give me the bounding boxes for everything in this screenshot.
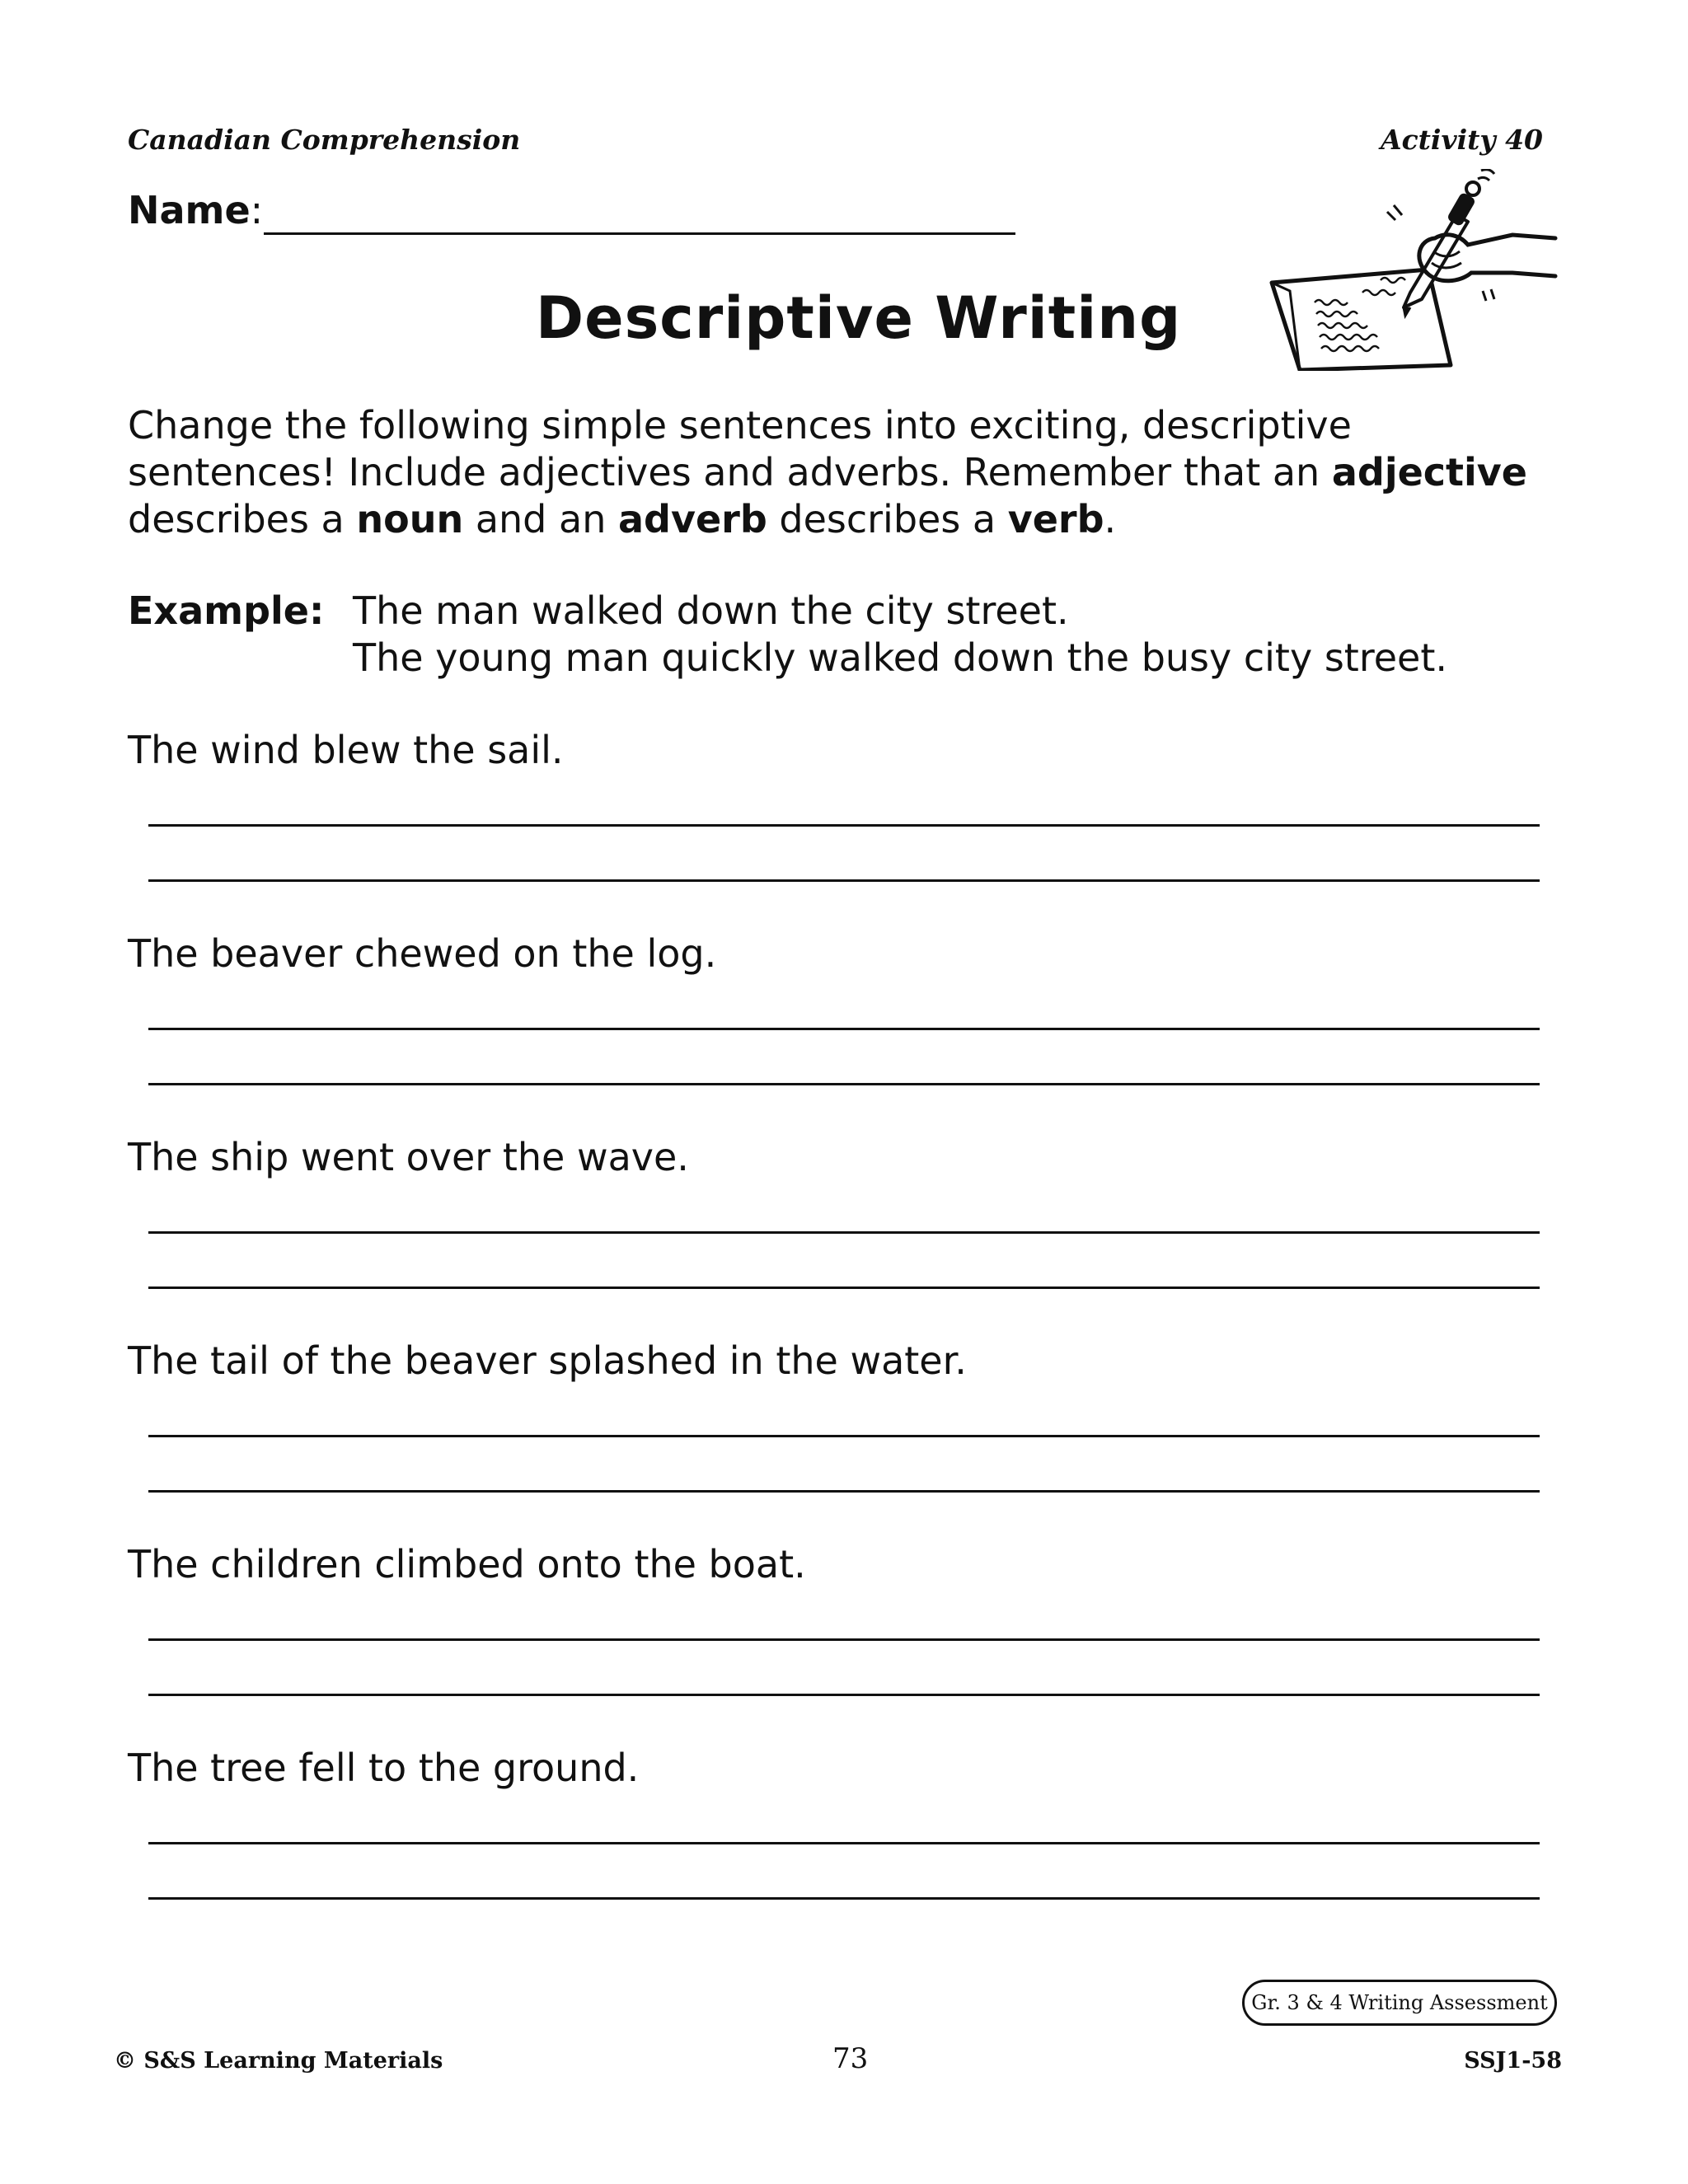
name-label: Name (128, 188, 251, 232)
name-colon: : (250, 188, 264, 232)
grade-badge: Gr. 3 & 4 Writing Assessment (1242, 1980, 1557, 2026)
answer-line-6b[interactable] (148, 1897, 1540, 1900)
prompt-sentence-3: The ship went over the wave. (128, 1135, 689, 1179)
page-number: 73 (832, 2042, 869, 2075)
instructions-text-4: describes a (767, 497, 1008, 541)
prompt-sentence-6: The tree fell to the ground. (128, 1746, 640, 1790)
hand-writing-on-paper-icon (1265, 169, 1558, 371)
copyright: © S&S Learning Materials (114, 2048, 443, 2074)
answer-line-5a[interactable] (148, 1638, 1540, 1641)
term-adverb: adverb (617, 497, 767, 541)
answer-line-3b[interactable] (148, 1286, 1540, 1289)
answer-line-2b[interactable] (148, 1083, 1540, 1085)
answer-line-2a[interactable] (148, 1028, 1540, 1030)
answer-line-6a[interactable] (148, 1842, 1540, 1844)
example-descriptive-sentence: The young man quickly walked down the busy city street. (353, 635, 1447, 680)
answer-line-4b[interactable] (148, 1490, 1540, 1493)
prompt-sentence-4: The tail of the beaver splashed in the water. (128, 1338, 967, 1383)
prompt-sentence-2: The beaver chewed on the log. (128, 931, 717, 976)
page-title: Descriptive Writing (536, 284, 1182, 352)
name-field-label (128, 188, 263, 232)
product-code: SSJ1-58 (1464, 2048, 1562, 2074)
prompt-sentence-1: The wind blew the sail. (128, 728, 564, 772)
activity-number: Activity 40 (1380, 124, 1543, 156)
example-simple-sentence: The man walked down the city street. (353, 588, 1069, 633)
answer-line-5b[interactable] (148, 1694, 1540, 1696)
answer-line-1b[interactable] (148, 879, 1540, 882)
answer-line-4a[interactable] (148, 1435, 1540, 1437)
term-noun: noun (356, 497, 464, 541)
answer-line-1a[interactable] (148, 824, 1540, 827)
instructions-text-5: . (1104, 497, 1117, 541)
instructions-text-1: Change the following simple sentences into exciting, descriptive sentences! Include adjectives and adverbs. Remember that an (128, 403, 1352, 494)
name-answer-line[interactable] (264, 232, 1015, 235)
instructions-text-2: describes a (128, 497, 357, 541)
series-title: Canadian Comprehension (128, 124, 521, 156)
instructions-text-3: and an (463, 497, 618, 541)
term-verb: verb (1007, 497, 1104, 541)
answer-line-3a[interactable] (148, 1231, 1540, 1234)
instructions (128, 402, 1562, 543)
term-adjective: adjective (1331, 450, 1527, 494)
example-label: Example: (128, 588, 325, 633)
prompt-sentence-5: The children climbed onto the boat. (128, 1542, 806, 1586)
